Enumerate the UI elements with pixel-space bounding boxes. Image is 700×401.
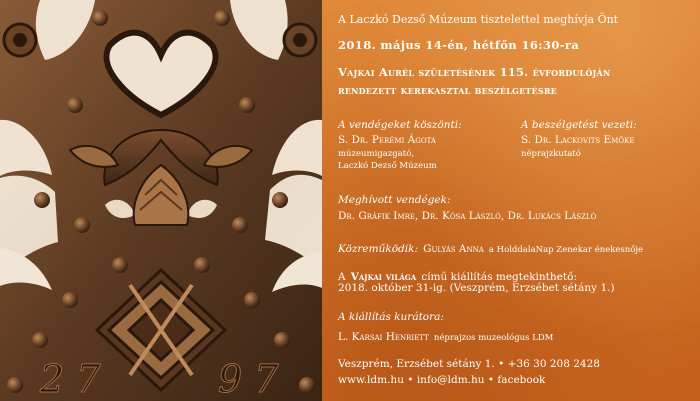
greeting-name: S. Dr. Perémi Ágota <box>338 134 436 146</box>
contributors-line <box>338 238 643 256</box>
carved-year-left: 2 7 <box>40 357 101 401</box>
contributors-rest: a HolddalaNap Zenekar énekesnője <box>488 245 644 255</box>
contributors-name: Gulyás Anna <box>423 243 484 255</box>
invitation-intro: A Laczkó Dezső Múzeum tisztelettel meghívja Önt <box>338 13 619 26</box>
moderator-role: néprajzkutató <box>521 149 581 159</box>
contact-address-phone: Veszprém, Erzsébet sétány 1. • +36 30 208 2428 <box>338 358 600 370</box>
exhibition-rest: című kiállítás megtekinthető: <box>421 271 577 283</box>
exhibition-name: Vajkai világa <box>350 271 417 283</box>
curator-name: L. Karsai Henriett <box>338 331 429 343</box>
invitation-panel <box>322 0 700 401</box>
greeting-label: A vendégeket köszönti: <box>338 119 462 131</box>
guests-label: Meghívott vendégek: <box>338 194 451 206</box>
guests-names: Dr. Gráfik Imre, Dr. Kósa László, Dr. Lukács László <box>338 210 597 222</box>
exhibition-prefix: A <box>338 271 346 283</box>
curator-role: néprajzos muzeológus LDM <box>433 333 554 343</box>
curator-label: A kiállítás kurátora: <box>338 311 444 323</box>
carved-year-right: 9 7 <box>218 357 279 401</box>
moderator-label: A beszélgetést vezeti: <box>521 119 637 131</box>
event-title-line1: Vajkai Aurél születésének 115. évfordulóján <box>338 65 611 79</box>
carved-wood-illustration <box>0 0 322 401</box>
exhibition-line2: 2018. október 31-ig. (Veszprém, Erzsébet sétány 1.) <box>338 282 615 294</box>
curator-line <box>338 326 553 344</box>
contact-web-links[interactable]: www.ldm.hu • info@ldm.hu • facebook <box>338 374 546 386</box>
moderator-name: S. Dr. Lackovits Emőke <box>521 134 635 146</box>
carved-wood-photo <box>0 0 322 401</box>
greeting-role1: múzeumigazgató, <box>338 149 415 159</box>
contributors-label: Közreműködik: <box>338 243 419 255</box>
greeting-role2: Laczkó Dezső Múzeum <box>338 161 437 171</box>
event-title-line2: rendezett kerekasztal beszélgetésre <box>338 83 557 97</box>
event-date: 2018. május 14-én, hétfőn 16:30-ra <box>338 38 580 52</box>
